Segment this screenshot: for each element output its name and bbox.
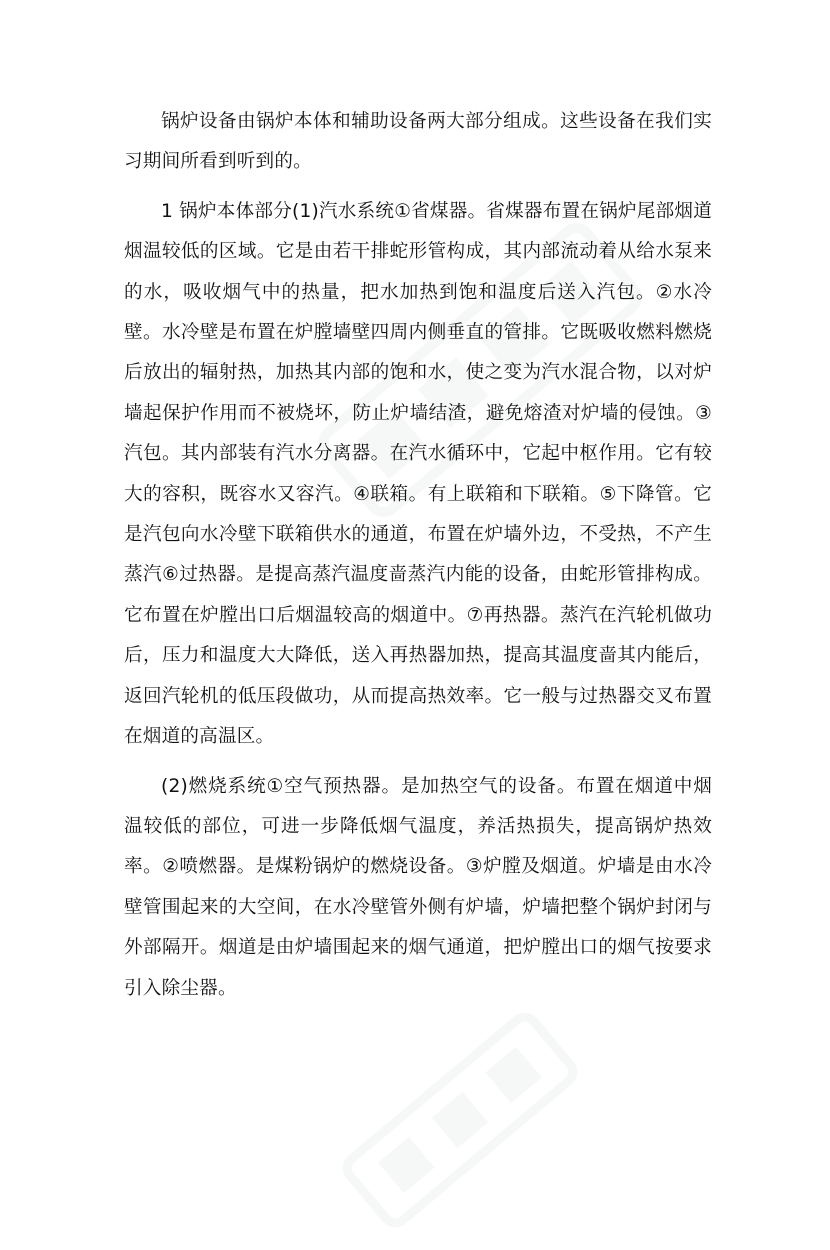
paragraph-combustion-system: (2)燃烧系统①空气预热器。是加热空气的设备。布置在烟道中烟温较低的部位，可进一步降低烟气温度，养活热损失，提高锅炉热效率。②喷燃器。是煤粉锅炉的燃烧设备。③炉膛及烟道。炉墙是由水冷壁管围起来的大空间，在水冷壁管外侧有炉墙，炉墙把整个锅炉封闭与外部隔开。烟道是由炉墙围起来的烟气通道，把炉膛出口的烟气按要求引入除尘器。 [124, 775, 712, 999]
watermark-mark-bottom [322, 990, 598, 1249]
paragraph-boiler-body: 1 锅炉本体部分(1)汽水系统①省煤器。省煤器布置在锅炉尾部烟道烟温较低的区域。它是由若干排蛇形管构成，其内部流动着从给水泵来的水，吸收烟气中的热量，把水加热到饱和温度后送入汽包。②水冷壁。水冷壁是布置在炉膛墙壁四周内侧垂直的管排。它既吸收燃料燃烧后放出的辐射热，加热其内部的饱和水，使之变为汽水混合物，以对炉墙起保护作用而不被烧坏，防止炉墙结渣，避免熔渣对炉墙的侵蚀。③汽包。其内部装有汽水分离器。在汽水循环中，它起中枢作用。它有较大的容积，既容水又容汽。④联箱。有上联箱和下联箱。⑤下降管。它是汽包向水冷壁下联箱供水的通道，布置在炉墙外边，不受热，不产生蒸汽⑥过热器。是提高蒸汽温度啬蒸汽内能的设备，由蛇形管排构成。它布置在炉膛出口后烟温较高的烟道中。⑦再热器。蒸汽在汽轮机做功后，压力和温度大大降低，送入再热器加热，提高其温度啬其内能后，返回汽轮机的低压段做功，从而提高热效率。它一般与过热器交叉布置在烟道的高温区。 [124, 200, 712, 748]
document-body [124, 102, 712, 1018]
paragraph-intro: 锅炉设备由锅炉本体和辅助设备两大部分组成。这些设备在我们实习期间所看到听到的。 [124, 111, 712, 173]
